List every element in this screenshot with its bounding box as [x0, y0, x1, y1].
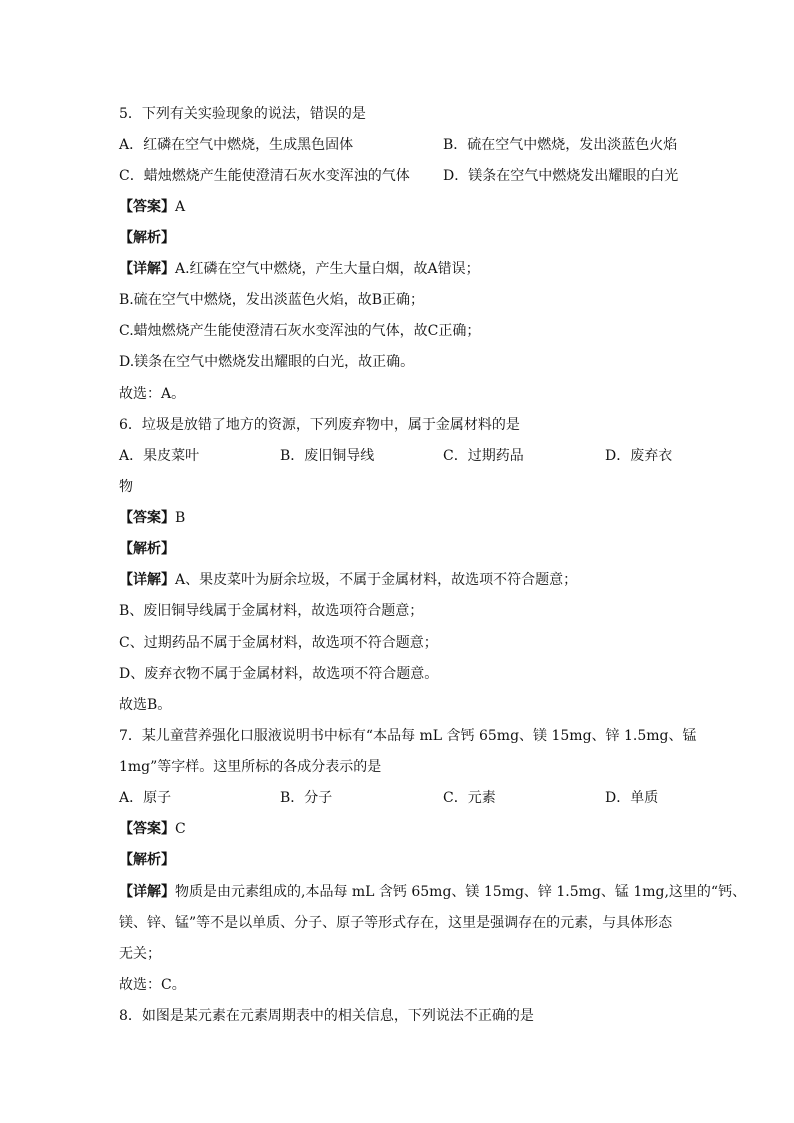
q6-detail-line: C、过期药品不属于金属材料，故选项不符合题意； — [119, 635, 438, 651]
answer-value: B — [175, 510, 186, 526]
detail-text: A、果皮菜叶为厨余垃圾，不属于金属材料，故选项不符合题意； — [175, 572, 578, 588]
q6-answer — [119, 508, 679, 528]
q6-analysis-tag: 【解析】 — [119, 541, 175, 557]
q6-detail-line: B、废旧铜导线属于金属材料，故选项符合题意； — [119, 603, 424, 619]
q6-option-d-wrap: 物 — [119, 479, 133, 495]
q7-stem: 7．某儿童营养强化口服液说明书中标有“本品每 mL 含钙 65mg、镁 15mg、锌 1.5mg、锰 — [119, 728, 697, 744]
q6-detail-line — [119, 570, 679, 590]
q7-option-c: C．元素 — [443, 790, 496, 806]
q5-conclusion: 故选：A。 — [119, 386, 186, 402]
q7-detail-line — [119, 882, 747, 902]
detail-text: A.红磷在空气中燃烧，产生大量白烟，故A错误； — [175, 261, 480, 277]
q6-option-a: A．果皮菜叶 — [119, 448, 200, 464]
q5-option-b: B．硫在空气中燃烧，发出淡蓝色火焰 — [443, 137, 678, 153]
q7-answer — [119, 819, 679, 839]
q6-detail-line: D、废弃衣物不属于金属材料，故选项不符合题意。 — [119, 666, 439, 682]
q6-option-b: B．废旧铜导线 — [280, 448, 375, 464]
q6-stem: 6．垃圾是放错了地方的资源，下列废弃物中，属于金属材料的是 — [119, 417, 520, 433]
q7-stem: 1mg”等字样。这里所标的各成分表示的是 — [119, 759, 382, 775]
q5-detail-line — [119, 259, 679, 279]
q5-detail-line: C.蜡烛燃烧产生能使澄清石灰水变浑浊的气体，故C正确； — [119, 323, 481, 339]
q7-option-a: A．原子 — [119, 790, 172, 806]
q6-option-d: D．废弃衣 — [605, 448, 673, 464]
answer-tag: 【答案】 — [119, 821, 175, 837]
q5-stem: 5．下列有关实验现象的说法，错误的是 — [119, 106, 366, 122]
q7-analysis-tag: 【解析】 — [119, 852, 175, 868]
q6-conclusion: 故选B。 — [119, 697, 172, 713]
q5-detail-line: D.镁条在空气中燃烧发出耀眼的白光，故正确。 — [119, 354, 415, 370]
q7-detail-line: 镁、锌、锰”等不是以单质、分子、原子等形式存在，这里是强调存在的元素，与具体形态 — [119, 915, 673, 931]
answer-value: A — [175, 199, 186, 215]
answer-value: C — [175, 821, 186, 837]
q8-stem: 8．如图是某元素在元素周期表中的相关信息，下列说法不正确的是 — [119, 1008, 534, 1024]
q5-option-c: C．蜡烛燃烧产生能使澄清石灰水变浑浊的气体 — [119, 168, 410, 184]
q7-option-b: B．分子 — [280, 790, 333, 806]
q7-detail-line: 无关； — [119, 946, 161, 962]
q5-answer — [119, 197, 679, 217]
answer-tag: 【答案】 — [119, 510, 175, 526]
q6-option-c: C．过期药品 — [443, 448, 524, 464]
answer-tag: 【答案】 — [119, 199, 175, 215]
q7-conclusion: 故选：C。 — [119, 977, 186, 993]
detail-tag: 【详解】 — [119, 261, 175, 277]
detail-text: 物质是由元素组成的,本品每 mL 含钙 65mg、镁 15mg、锌 1.5mg、锰 1mg,这里的“钙、 — [175, 884, 747, 900]
q5-option-d: D．镁条在空气中燃烧发出耀眼的白光 — [443, 168, 679, 184]
detail-tag: 【详解】 — [119, 572, 175, 588]
detail-tag: 【详解】 — [119, 884, 175, 900]
q7-option-d: D．单质 — [605, 790, 659, 806]
q5-detail-line: B.硫在空气中燃烧，发出淡蓝色火焰，故B正确； — [119, 292, 425, 308]
q5-option-a: A．红磷在空气中燃烧，生成黑色固体 — [119, 137, 354, 153]
q5-analysis-tag: 【解析】 — [119, 230, 175, 246]
